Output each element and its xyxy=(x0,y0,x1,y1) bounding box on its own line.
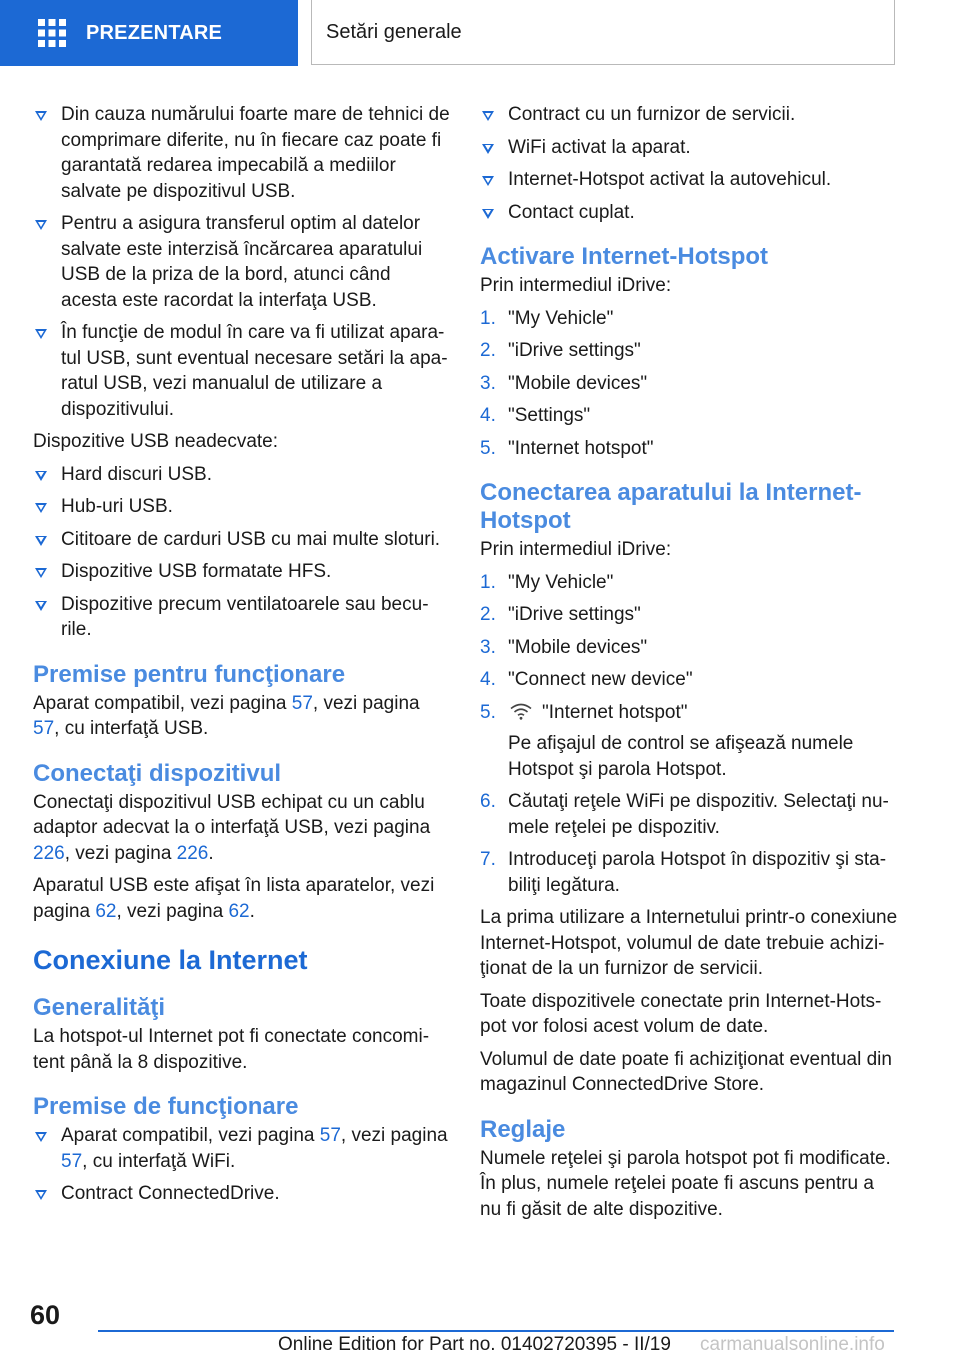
list-item: Aparat compatibil, vezi pagina 57, vezi pagina 57, cu interfaţă WiFi. xyxy=(33,1123,451,1174)
list-item: WiFi activat la aparat. xyxy=(480,135,900,161)
page-link[interactable]: 57 xyxy=(319,1125,341,1146)
breadcrumb[interactable] xyxy=(311,0,895,65)
paragraph: Aparat compatibil, vezi pagina 57, vezi pagina 57, cu interfaţă USB. xyxy=(33,692,420,739)
heading-activare-hotspot: Activare Internet-Hotspot xyxy=(480,243,769,270)
triangle-bullet-icon xyxy=(35,601,47,611)
triangle-bullet-icon xyxy=(35,536,47,546)
list-item: Pentru a asigura transferul optim al datelor salvate este interzisă încărcarea aparatului USB de la priza de la bord, atunci când acesta este racordat la interfaţa USB. xyxy=(33,211,451,313)
list-item: Hard discuri USB. xyxy=(33,462,451,488)
triangle-bullet-icon xyxy=(482,144,494,154)
list-item: 4. "Settings" xyxy=(480,405,591,426)
heading-conectati: Conectaţi dispozitivul xyxy=(33,759,282,787)
triangle-bullet-icon xyxy=(35,111,47,121)
paragraph: La hotspot-ul Internet pot fi conectate concomitent până la 8 dispozitive. xyxy=(33,1026,430,1073)
page-link[interactable]: 57 xyxy=(33,718,55,739)
paragraph: Numele reţelei şi parola hotspot pot fi modificate. În plus, numele reţelei poate fi ascuns pentru a nu fi găsit de alte dispozitive. xyxy=(480,1147,891,1220)
triangle-bullet-icon xyxy=(35,503,47,513)
requirements-list-continued xyxy=(480,102,900,225)
list-item: 6. Căutaţi reţele WiFi pe dispozitiv. Selectaţi numele reţelei pe dispozitiv. xyxy=(480,791,889,838)
page-link[interactable]: 57 xyxy=(61,1150,83,1172)
list-item: Cititoare de carduri USB cu mai multe sloturi. xyxy=(33,527,451,553)
triangle-bullet-icon xyxy=(35,568,47,578)
nav-tab-prezentare[interactable] xyxy=(0,0,298,66)
list-item: În funcţie de modul în care va fi utilizat aparatul USB, sunt eventual necesare setări la aparatul USB, vezi manualul de utilizare a dispozitivului. xyxy=(33,320,451,422)
triangle-bullet-icon xyxy=(35,471,47,481)
triangle-bullet-icon xyxy=(482,176,494,186)
heading-conectare-aparat: Conectarea aparatului la Internet-Hotspot xyxy=(480,479,862,534)
requirements-list xyxy=(33,1123,451,1207)
wifi-icon xyxy=(510,702,532,720)
list-item: 2. "iDrive settings" xyxy=(480,340,641,361)
triangle-bullet-icon xyxy=(482,209,494,219)
paragraph: Toate dispozitivele conectate prin Internet-Hotspot vor folosi acest volum de date. xyxy=(480,990,882,1037)
list-item: 3. "Mobile devices" xyxy=(480,372,648,394)
list-item: 5. "Internet hotspot" xyxy=(480,437,654,459)
unsuitable-intro: Dispozitive USB neadecvate: xyxy=(33,431,279,452)
triangle-bullet-icon xyxy=(35,1132,47,1142)
left-column xyxy=(33,102,451,1214)
heading-premise-de-functionare: Premise de funcţionare xyxy=(33,1093,299,1120)
paragraph: Conectaţi dispozitivul USB echipat cu un cablu adaptor adecvat la o interfaţă USB, vezi pagina 226, vezi pagina 226. xyxy=(33,791,431,864)
paragraph: Prin intermediul iDrive: xyxy=(480,539,672,560)
list-item: Contract cu un furnizor de servicii. xyxy=(480,102,900,128)
triangle-bullet-icon xyxy=(35,1190,47,1200)
page-link[interactable]: 226 xyxy=(176,842,209,864)
breadcrumb-label: Setări generale xyxy=(326,20,462,43)
chapter-heading: Conexiune la Internet xyxy=(33,945,308,975)
page-number: 60 xyxy=(30,1300,61,1330)
page-link[interactable]: 62 xyxy=(95,900,117,922)
list-item: Dispozitive precum ventilatoarele sau becurile. xyxy=(33,592,451,643)
page-header xyxy=(0,0,960,66)
heading-generalitati: Generalităţi xyxy=(33,994,166,1021)
triangle-bullet-icon xyxy=(35,220,47,230)
step-note: Pe afişajul de control se afişează numele Hotspot şi parola Hotspot. xyxy=(508,733,854,780)
page-link[interactable]: 226 xyxy=(33,842,65,864)
list-item: 7. Introduceţi parola Hotspot în dispozitiv şi stabiliţi legătura. xyxy=(480,849,887,896)
list-item: 1. "My Vehicle" xyxy=(480,571,614,593)
list-item: Dispozitive USB formatate HFS. xyxy=(33,559,451,585)
paragraph: Prin intermediul iDrive: xyxy=(480,275,672,296)
list-item: 1. "My Vehicle" xyxy=(480,307,614,329)
list-item: Din cauza numărului foarte mare de tehnici de comprimare diferite, nu în fiecare caz poate fi garantată redarea impecabilă a mediilor salvate pe dispozitivul USB. xyxy=(33,102,451,204)
watermark: carmanualsonline.info xyxy=(700,1334,885,1355)
paragraph: Aparatul USB este afişat în lista aparatelor, vezi pagina 62, vezi pagina 62. xyxy=(33,875,435,922)
list-item: Internet-Hotspot activat la autovehicul. xyxy=(480,167,900,193)
list-item: 5. "Internet hotspot" Pe afişajul de control se afişează numele Hotspot şi parola Hotspot. xyxy=(480,700,900,783)
list-item: Contact cuplat. xyxy=(480,200,900,226)
page-link[interactable]: 62 xyxy=(228,900,250,922)
heading-reglaje: Reglaje xyxy=(480,1115,566,1143)
footer-divider xyxy=(98,1330,894,1332)
triangle-bullet-icon xyxy=(35,329,47,339)
paragraph: Volumul de date poate fi achiziţionat eventual din magazinul ConnectedDrive Store. xyxy=(480,1048,892,1095)
usb-notes-list xyxy=(33,102,451,422)
activate-steps-list xyxy=(480,306,900,462)
list-item: 2. "iDrive settings" xyxy=(480,604,641,625)
paragraph: La prima utilizare a Internetului printr-o conexiune Internet-Hotspot, volumul de date trebuie achiziţionat de la un furnizor de servicii. xyxy=(480,907,898,979)
grid-icon xyxy=(38,19,66,47)
list-item: Hub-uri USB. xyxy=(33,494,451,520)
page-link[interactable]: 57 xyxy=(291,692,313,714)
nav-tab-label: PREZENTARE xyxy=(86,21,223,44)
unsuitable-devices-list xyxy=(33,462,451,643)
connect-steps-list xyxy=(480,570,900,899)
list-item: Contract ConnectedDrive. xyxy=(33,1181,451,1207)
triangle-bullet-icon xyxy=(482,111,494,121)
right-column xyxy=(480,102,900,1229)
heading-premise-functionare: Premise pentru funcţionare xyxy=(33,660,346,688)
list-item: 4. "Connect new device" xyxy=(480,669,693,690)
edition-text: Online Edition for Part no. 01402720395 - II/19 xyxy=(278,1334,671,1355)
list-item: 3. "Mobile devices" xyxy=(480,636,648,658)
